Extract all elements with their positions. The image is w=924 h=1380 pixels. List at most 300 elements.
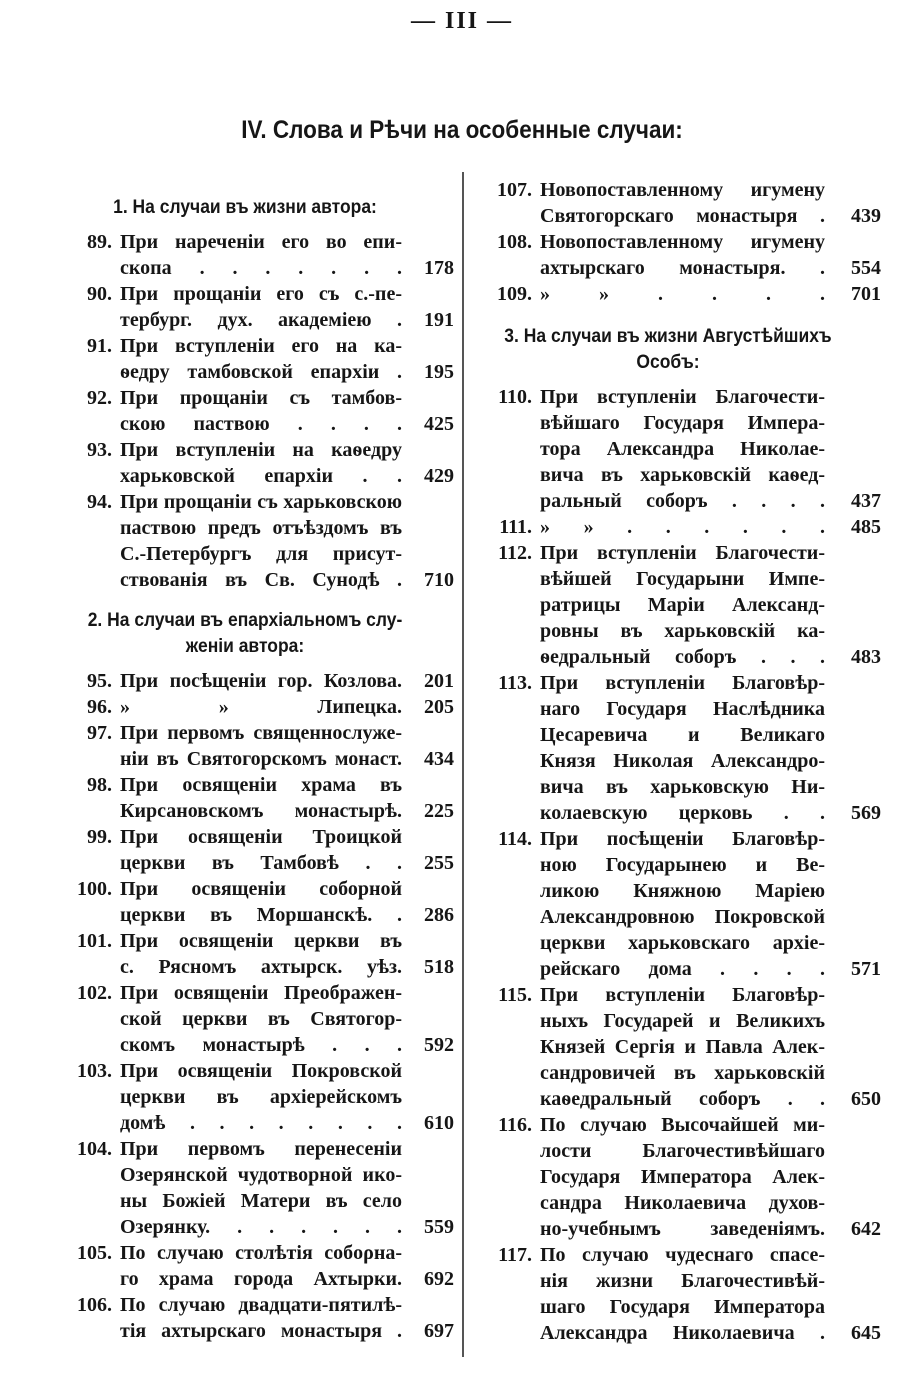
entry-line: [458, 1034, 878, 1060]
section-heading: женіи автора:: [185, 636, 305, 657]
entry-page: 710: [424, 569, 454, 591]
toc-entry: [40, 1058, 454, 1136]
entry-line: [40, 1240, 450, 1266]
entry-number: [458, 800, 540, 826]
entry-text: При вступленіи на каѳедру: [120, 439, 402, 461]
entry-number: [40, 746, 120, 772]
entry-number: [458, 488, 540, 514]
toc-entry: [458, 229, 881, 281]
toc-entry: [458, 826, 881, 982]
entry-number: [40, 1266, 120, 1292]
entry-text: ровны въ харьковскій ка-: [540, 620, 825, 642]
toc-section: [40, 195, 454, 593]
entry-page: [825, 540, 881, 566]
entry-number: 101.: [77, 930, 112, 952]
entry-line: [458, 229, 878, 255]
entry-number: [40, 1188, 120, 1214]
entry-line: [458, 514, 881, 540]
entry-text: домѣ . . . . . . . .: [120, 1112, 402, 1134]
entry-page: [402, 980, 454, 1006]
toc-entry: [40, 980, 454, 1058]
section-heading: 3. На случаи въ жизни Августѣйшихъ: [504, 326, 832, 347]
entry-page: [402, 720, 454, 746]
entry-page: [825, 852, 881, 878]
entry-text: При прощаніи его съ с.-пе-: [120, 283, 402, 305]
entry-line: [40, 515, 450, 541]
entry-number: [458, 1086, 540, 1112]
entry-text: Александровною Покровской: [540, 906, 825, 928]
entry-text: При освященіи соборной: [120, 878, 402, 900]
entry-text: Кирсановскомъ монастырѣ.: [120, 800, 402, 822]
entry-line: [40, 1136, 450, 1162]
toc-entry: [40, 876, 454, 928]
entry-page: [402, 1188, 454, 1214]
entry-page: [825, 462, 881, 488]
entry-text: Озерянку. . . . . . .: [120, 1216, 402, 1238]
entry-page: [825, 566, 881, 592]
entry-text: При первомъ перенесеніи: [120, 1138, 402, 1160]
entry-text: По случаю двадцати-пятилѣ-: [120, 1294, 402, 1316]
entry-page: 483: [851, 646, 881, 668]
entry-number: 100.: [77, 878, 112, 900]
entry-line: [458, 644, 881, 670]
entry-number: [458, 774, 540, 800]
entry-number: 104.: [77, 1138, 112, 1160]
entry-page: [402, 1292, 454, 1318]
entry-number: [458, 852, 540, 878]
toc-entry: [40, 668, 454, 694]
entry-page: 439: [851, 205, 881, 227]
entry-text: Озерянской чудотворной ико-: [120, 1164, 402, 1186]
entry-line: [40, 694, 454, 720]
entry-text: » » . . . . . .: [540, 516, 825, 538]
entry-line: [40, 437, 450, 463]
entry-page: [825, 1294, 881, 1320]
entry-text: Святогорскаго монастыря .: [540, 205, 825, 227]
entry-number: 97.: [87, 722, 112, 744]
page-number-folio: — III —: [410, 8, 514, 34]
entry-text: При прощаніи съ харьковскою: [120, 491, 402, 513]
entry-line: [40, 541, 450, 567]
entry-page: [402, 928, 454, 954]
entry-line: [458, 203, 881, 229]
entry-text: скопа . . . . . . .: [120, 257, 402, 279]
entry-number: [40, 1162, 120, 1188]
section-heading: Особъ:: [636, 352, 700, 373]
entry-text: Князей Сергія и Павла Алек-: [540, 1036, 825, 1058]
entry-number: [458, 956, 540, 982]
entry-page: 569: [851, 802, 881, 824]
entry-line: [40, 1110, 454, 1136]
entry-number: 103.: [77, 1060, 112, 1082]
entry-text: но-учебнымъ заведеніямъ.: [540, 1218, 825, 1240]
entry-page: 650: [851, 1088, 881, 1110]
toc-entry: [40, 1292, 454, 1344]
entry-line: [458, 878, 878, 904]
entry-text: Новопоставленному игумену: [540, 231, 825, 253]
entry-number: [458, 930, 540, 956]
entry-page: [402, 385, 454, 411]
entry-text: ною Государынею и Ве-: [540, 854, 825, 876]
entry-page: [825, 229, 881, 255]
entry-text: рейскаго дома . . . .: [540, 958, 825, 980]
entry-number: [40, 541, 120, 567]
entry-page: [825, 410, 881, 436]
entry-number: 107.: [497, 179, 532, 201]
entry-text: вѣйшаго Государя Импера-: [540, 412, 825, 434]
entry-text: При первомъ священнослуже-: [120, 722, 402, 744]
entry-page: [825, 982, 881, 1008]
entry-page: [402, 229, 454, 255]
toc-entry: [40, 333, 454, 385]
entry-line: [40, 489, 450, 515]
entry-list: [40, 229, 454, 593]
toc-entry: [40, 1240, 454, 1292]
entry-number: 93.: [87, 439, 112, 461]
entry-number: 99.: [87, 826, 112, 848]
entry-text: шаго Государя Императора: [540, 1296, 825, 1318]
entry-page: 195: [424, 361, 454, 383]
toc-entry: [458, 514, 881, 540]
entry-number: [40, 359, 120, 385]
entry-page: [402, 1136, 454, 1162]
entry-number: [458, 1060, 540, 1086]
toc-section: [458, 324, 881, 1346]
entry-text: ныхъ Государей и Великихъ: [540, 1010, 825, 1032]
entry-page: 205: [424, 696, 454, 718]
entry-number: [458, 462, 540, 488]
entry-text: ѳедральный соборъ . . .: [540, 646, 825, 668]
entry-text: тора Александра Николае-: [540, 438, 825, 460]
entry-line: [458, 956, 881, 982]
entry-number: [40, 902, 120, 928]
entry-line: [40, 255, 454, 281]
entry-number: [458, 1164, 540, 1190]
entry-number: 117.: [498, 1244, 532, 1266]
entry-number: [40, 798, 120, 824]
toc-section: [458, 177, 881, 307]
entry-page: [825, 774, 881, 800]
entry-number: [458, 1008, 540, 1034]
left-column: [40, 195, 454, 1344]
entry-page: [402, 1006, 454, 1032]
entry-text: По случаю чудеснаго спасе-: [540, 1244, 825, 1266]
entry-page: 429: [424, 465, 454, 487]
entry-page: [825, 384, 881, 410]
entry-line: [458, 255, 881, 281]
entry-page: [402, 876, 454, 902]
entry-line: [458, 436, 878, 462]
entry-line: [458, 1268, 878, 1294]
toc-entry: [40, 1136, 454, 1240]
entry-line: [458, 1320, 881, 1346]
entry-text: При освященіи храма въ: [120, 774, 402, 796]
entry-number: [40, 1006, 120, 1032]
entry-line: [40, 850, 454, 876]
entry-line: [458, 462, 878, 488]
entry-line: [458, 748, 878, 774]
entry-text: » » Липецка.: [120, 696, 402, 718]
entry-line: [458, 670, 878, 696]
entry-number: 114.: [498, 828, 532, 850]
entry-line: [458, 1060, 878, 1086]
entry-text: При вступленіи Благовѣр-: [540, 672, 825, 694]
entry-page: [402, 489, 454, 515]
entry-number: [458, 1268, 540, 1294]
entry-page: 554: [851, 257, 881, 279]
toc-section: [40, 608, 454, 1344]
entry-page: [825, 177, 881, 203]
section-heading: 1. На случаи въ жизни автора:: [113, 197, 377, 218]
entry-line: [458, 826, 878, 852]
entry-line: [458, 722, 878, 748]
entry-line: [40, 720, 450, 746]
entry-line: [40, 281, 450, 307]
entry-page: 645: [851, 1322, 881, 1344]
entry-line: [458, 1086, 881, 1112]
entry-number: [458, 566, 540, 592]
entry-page: [825, 1138, 881, 1164]
entry-line: [40, 1006, 450, 1032]
entry-number: [40, 954, 120, 980]
entry-text: с. Рясномъ ахтырск. уѣз.: [120, 956, 402, 978]
entry-line: [40, 928, 450, 954]
entry-line: [40, 385, 450, 411]
entry-line: [40, 359, 454, 385]
entry-text: При прощаніи съ тамбов-: [120, 387, 402, 409]
entry-line: [458, 281, 881, 307]
entry-number: [458, 1138, 540, 1164]
toc-entry: [458, 982, 881, 1112]
entry-line: [40, 798, 454, 824]
entry-page: 178: [424, 257, 454, 279]
entry-line: [40, 1032, 454, 1058]
entry-text: » » . . . .: [540, 283, 825, 305]
entry-number: 109.: [497, 283, 532, 305]
entry-page: 437: [851, 490, 881, 512]
entry-line: [40, 824, 450, 850]
entry-text: скомъ монастырѣ . . .: [120, 1034, 402, 1056]
entry-number: [458, 592, 540, 618]
entry-page: [825, 1034, 881, 1060]
entry-page: [825, 436, 881, 462]
toc-entry: [40, 229, 454, 281]
entry-text: Князя Николая Александро-: [540, 750, 825, 772]
entry-number: [458, 748, 540, 774]
entry-line: [458, 696, 878, 722]
entry-text: тія ахтырскаго монастыря .: [120, 1320, 402, 1342]
entry-page: [825, 1268, 881, 1294]
entry-line: [40, 1292, 450, 1318]
entry-page: [825, 930, 881, 956]
entry-number: [458, 410, 540, 436]
entry-number: [458, 618, 540, 644]
toc-entry: [458, 1242, 881, 1346]
entry-text: ральный соборъ . . . .: [540, 490, 825, 512]
entry-line: [458, 800, 881, 826]
entry-number: [458, 436, 540, 462]
entry-number: [40, 515, 120, 541]
entry-line: [458, 904, 878, 930]
entry-line: [458, 774, 878, 800]
entry-page: [825, 1008, 881, 1034]
entry-number: [40, 411, 120, 437]
entry-text: Новопоставленному игумену: [540, 179, 825, 201]
entry-line: [458, 1190, 878, 1216]
entry-text: При вступленіи Благовѣр-: [540, 984, 825, 1006]
entry-line: [458, 1242, 878, 1268]
entry-page: [825, 1112, 881, 1138]
entry-line: [458, 1164, 878, 1190]
entry-number: [40, 463, 120, 489]
entry-page: [825, 618, 881, 644]
entry-page: [825, 1164, 881, 1190]
entry-text: Цесаревича и Великаго: [540, 724, 825, 746]
entry-line: [458, 1294, 878, 1320]
entry-number: 112.: [498, 542, 532, 564]
entry-page: 518: [424, 956, 454, 978]
entry-text: ны Божіей Матери въ село: [120, 1190, 402, 1212]
entry-text: ахтырскаго монастыря. .: [540, 257, 825, 279]
entry-text: При посѣщеніи Благовѣр-: [540, 828, 825, 850]
entry-line: [458, 618, 878, 644]
entry-text: ратрицы Маріи Александ-: [540, 594, 825, 616]
entry-line: [40, 876, 450, 902]
entry-line: [40, 411, 454, 437]
entry-number: [458, 904, 540, 930]
entry-line: [40, 1162, 450, 1188]
entry-number: [40, 1318, 120, 1344]
entry-page: 571: [851, 958, 881, 980]
entry-page: [825, 722, 881, 748]
entry-line: [458, 852, 878, 878]
toc-entry: [40, 437, 454, 489]
toc-entry: [40, 720, 454, 772]
entry-text: вича въ харьковскій каѳед-: [540, 464, 825, 486]
entry-text: харьковской епархіи . .: [120, 465, 402, 487]
entry-page: [402, 437, 454, 463]
entry-line: [40, 668, 454, 694]
entry-number: [458, 1320, 540, 1346]
entry-number: 96.: [87, 696, 112, 718]
entry-text: При освященіи Преображен-: [120, 982, 402, 1004]
entry-number: 90.: [87, 283, 112, 305]
entry-page: [402, 333, 454, 359]
entry-number: 113.: [498, 672, 532, 694]
toc-entry: [458, 384, 881, 514]
entry-page: 425: [424, 413, 454, 435]
entry-number: [40, 1032, 120, 1058]
entry-line: [458, 1138, 878, 1164]
entry-line: [40, 954, 454, 980]
toc-entry: [458, 670, 881, 826]
entry-page: [825, 748, 881, 774]
toc-entry: [40, 824, 454, 876]
entry-number: 106.: [77, 1294, 112, 1316]
entry-page: 201: [424, 670, 454, 692]
entry-page: [402, 281, 454, 307]
entry-text: При посѣщеніи гор. Козлова.: [120, 670, 402, 692]
toc-entry: [40, 385, 454, 437]
entry-list: [40, 668, 454, 1344]
entry-number: [458, 644, 540, 670]
entry-number: 94.: [87, 491, 112, 513]
entry-page: [402, 515, 454, 541]
entry-text: При освященіи Покровской: [120, 1060, 402, 1082]
entry-page: [825, 1060, 881, 1086]
entry-line: [458, 592, 878, 618]
entry-text: наго Государя Наслѣдника: [540, 698, 825, 720]
toc-entry: [40, 281, 454, 333]
entry-number: 95.: [87, 670, 112, 692]
section-heading: 2. На случаи въ епархіальномъ слу-: [87, 610, 403, 631]
entry-page: [825, 1190, 881, 1216]
entry-list: [458, 384, 881, 1346]
entry-page: 692: [424, 1268, 454, 1290]
entry-text: паствою предъ отъѣздомъ въ: [120, 517, 402, 539]
entry-number: 105.: [77, 1242, 112, 1264]
entry-number: 111.: [499, 516, 532, 538]
toc-entry: [458, 177, 881, 229]
entry-text: сандровичей въ харьковскій: [540, 1062, 825, 1084]
entry-line: [458, 177, 878, 203]
entry-text: ствованія въ Св. Сунодѣ .: [120, 569, 402, 591]
entry-text: ѳедру тамбовской епархіи .: [120, 361, 402, 383]
entry-line: [40, 980, 450, 1006]
entry-number: [458, 1216, 540, 1242]
entry-text: колаевскую церковь . .: [540, 802, 825, 824]
entry-number: [458, 203, 540, 229]
entry-line: [40, 902, 454, 928]
entry-page: [402, 1162, 454, 1188]
entry-text: При вступленіи Благочести-: [540, 386, 825, 408]
entry-text: Александра Николаевича .: [540, 1322, 825, 1344]
right-column: [458, 177, 881, 1346]
entry-page: [402, 824, 454, 850]
entry-line: [40, 463, 454, 489]
entry-text: каѳедральный соборъ . .: [540, 1088, 825, 1110]
entry-page: [402, 1084, 454, 1110]
entry-text: При вступленіи Благочести-: [540, 542, 825, 564]
entry-text: нія жизни Благочестивѣй-: [540, 1270, 825, 1292]
entry-line: [458, 1112, 878, 1138]
entry-page: [402, 1058, 454, 1084]
entry-line: [40, 229, 450, 255]
entry-number: [458, 255, 540, 281]
entry-line: [458, 930, 878, 956]
entry-number: 102.: [77, 982, 112, 1004]
entry-number: [40, 1110, 120, 1136]
entry-text: ликою Княжною Маріею: [540, 880, 825, 902]
entry-number: [40, 850, 120, 876]
entry-page: [402, 772, 454, 798]
entry-page: 255: [424, 852, 454, 874]
entry-line: [40, 772, 450, 798]
entry-page: 286: [424, 904, 454, 926]
entry-page: 225: [424, 800, 454, 822]
entry-text: Государя Императора Алек-: [540, 1166, 825, 1188]
entry-page: 592: [424, 1034, 454, 1056]
entry-page: 434: [424, 748, 454, 770]
entry-page: 610: [424, 1112, 454, 1134]
entry-number: 110.: [498, 386, 532, 408]
entry-page: [825, 878, 881, 904]
entry-number: [458, 878, 540, 904]
entry-page: [825, 826, 881, 852]
entry-text: го храма города Ахтырки.: [120, 1268, 402, 1290]
toc-entry: [40, 489, 454, 593]
entry-number: [458, 696, 540, 722]
